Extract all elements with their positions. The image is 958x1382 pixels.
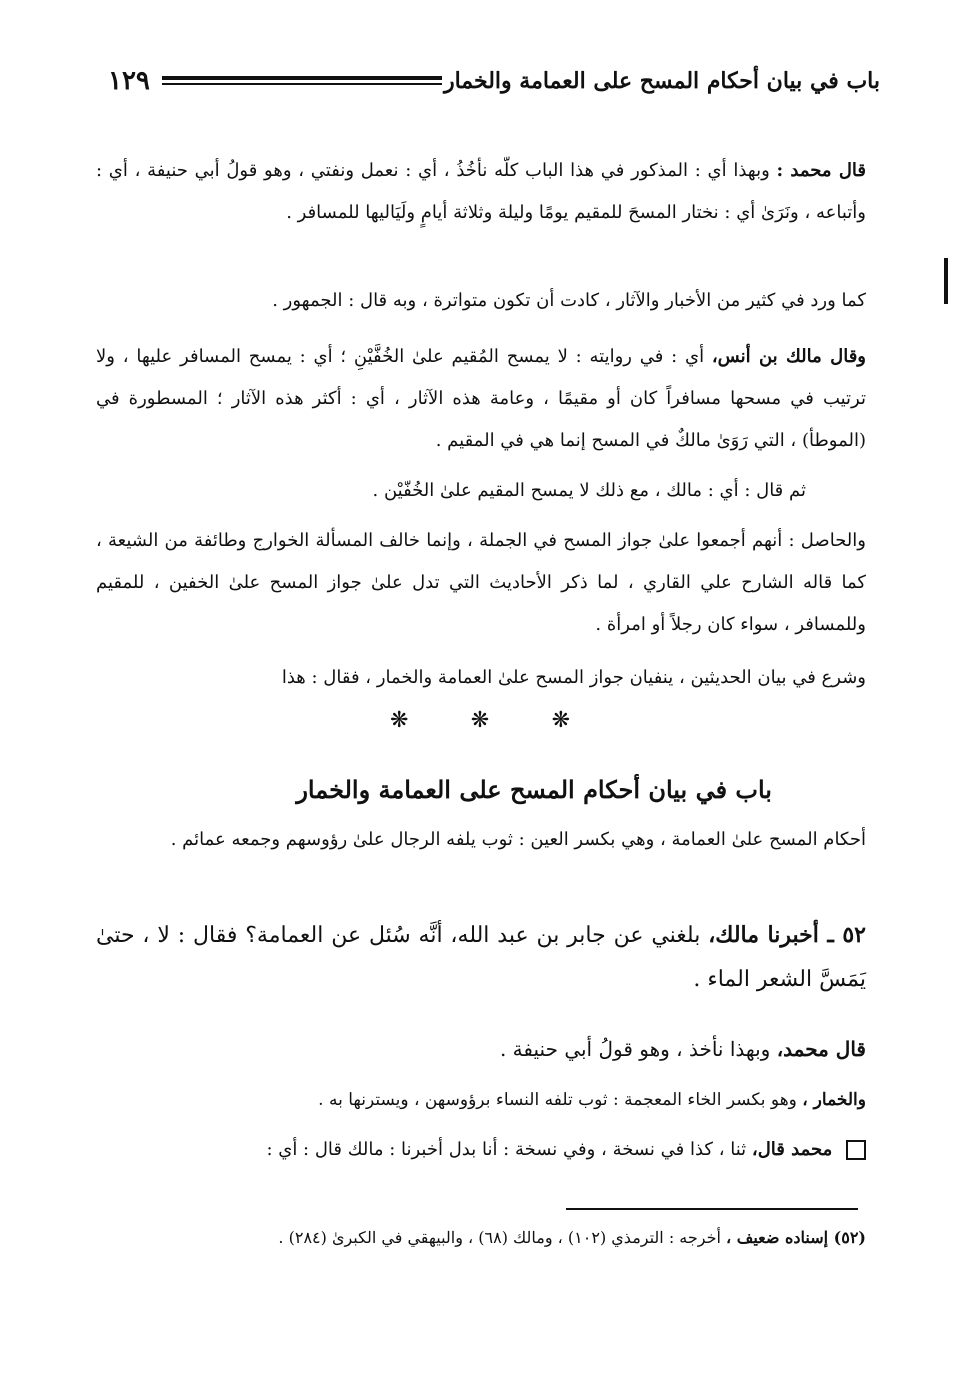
paragraph-text: وهو بكسر الخاء المعجمة : ثوب تلفه النساء برؤوسهن ، ويسترنها به . (318, 1090, 797, 1110)
running-title: باب في بيان أحكام المسح على العمامة والخمار (443, 68, 880, 94)
paragraph-text: بلغني عن جابر بن عبد الله، أنَّه سُئل عن العمامة؟ فقال : لا ، حتىٰ يَمَسَّ الشعر الماء . (96, 923, 866, 992)
paragraph-text: والحاصل : أنهم أجمعوا علىٰ جواز المسح في الجملة ، وإنما خالف المسألة الخوارج وطائفة من الشيعة ، كما قاله الشارح علي القاري ، لما ذكر الأحاديث التي تدل علىٰ جواز المسح علىٰ الخفين ، للمقيم وللمسافر ، سواء كان رجلاً أو امرأة . (96, 530, 866, 635)
footnote-text: أخرجه : الترمذي (١٠٢) ، ومالك (٦٨) ، والبيهقي في الكبرىٰ (٢٨٤) . (278, 1228, 721, 1247)
paragraph-lead: محمد قال، (751, 1139, 833, 1160)
footnote-rule (566, 1208, 858, 1210)
paragraph-text: وبهذا أي : المذكور في هذا الباب كلّه نأخُذُ ، أي : نعمل ونفتي ، وهو قولُ أبي حنيفة ، أي : وأتباعه ، ونَرَىٰ أي : نختار المسحَ للمقيم يومًا وليلة وثلاثة أيامٍ ولَيَاليها للمسافر . (96, 160, 866, 223)
star-ornament: ❋ (390, 708, 409, 733)
section-divider (390, 708, 570, 733)
paragraph-6 (96, 657, 866, 699)
square-marker-icon (846, 1140, 866, 1160)
paragraph-1 (96, 150, 866, 234)
header-rule (162, 76, 442, 85)
paragraph-text: ثم قال : أي : مالك ، مع ذلك لا يمسح المقيم علىٰ الخُفّيْن . (372, 480, 806, 501)
paragraph-lead: وقال مالك بن أنس، (711, 346, 866, 367)
footnote (96, 1220, 866, 1256)
paragraph-text: كما ورد في كثير من الأخبار والآثار ، كادت أن تكون متواترة ، وبه قال : الجمهور . (272, 290, 866, 311)
paragraph-10 (96, 1080, 866, 1120)
paragraph-lead: قال محمد : (776, 160, 866, 181)
star-ornament: ❋ (551, 708, 570, 733)
paragraph-9 (96, 1028, 866, 1070)
paragraph-5 (96, 520, 866, 646)
paragraph-text: وبهذا نأخذ ، وهو قولُ أبي حنيفة . (499, 1037, 771, 1061)
paragraph-text: ثنا ، كذا في نسخة ، وفي نسخة : أنا بدل أخبرنا : مالك قال : أي : (266, 1139, 747, 1160)
paragraph-lead: والخمار ، (802, 1090, 866, 1110)
hadith-52 (96, 913, 866, 1002)
paragraph-text: أحكام المسح علىٰ العمامة ، وهي بكسر العين : ثوب يلفه الرجال علىٰ رؤوسهم وجمعه عمائم . (170, 829, 866, 850)
paragraph-4 (96, 470, 866, 512)
paragraph-7 (96, 820, 866, 860)
paragraph-lead: قال محمد، (776, 1037, 866, 1061)
star-ornament: ❋ (470, 708, 490, 733)
margin-mark (944, 258, 948, 304)
page-header (100, 62, 880, 106)
paragraph-3 (96, 336, 866, 462)
page-number: ١٢٩ (108, 66, 150, 96)
section-heading: باب في بيان أحكام المسح على العمامة والخمار (296, 775, 772, 804)
paragraph-text: أي : في روايته : لا يمسح المُقيم علىٰ الخُفَّيْنِ ؛ أي : يمسح المسافر عليها ، ولا ترتيب في مسحها مسافراً كان أو مقيمًا ، وعامة هذه الآثار ، أي : أكثر هذه الآثار ؛ المسطورة في (الموطأ) ، التي رَوَىٰ مالكٌ في المسح إنما هي في المقيم . (96, 346, 866, 451)
paragraph-2 (96, 280, 866, 322)
paragraph-text: وشرع في بيان الحديثين ، ينفيان جواز المسح علىٰ العمامة والخمار ، فقال : هذا (281, 667, 866, 688)
paragraph-lead: ٥٢ ـ أخبرنا مالك، (708, 922, 866, 948)
footnote-lead: (٥٢) إسناده ضعيف ، (726, 1228, 866, 1247)
paragraph-11 (96, 1128, 866, 1172)
